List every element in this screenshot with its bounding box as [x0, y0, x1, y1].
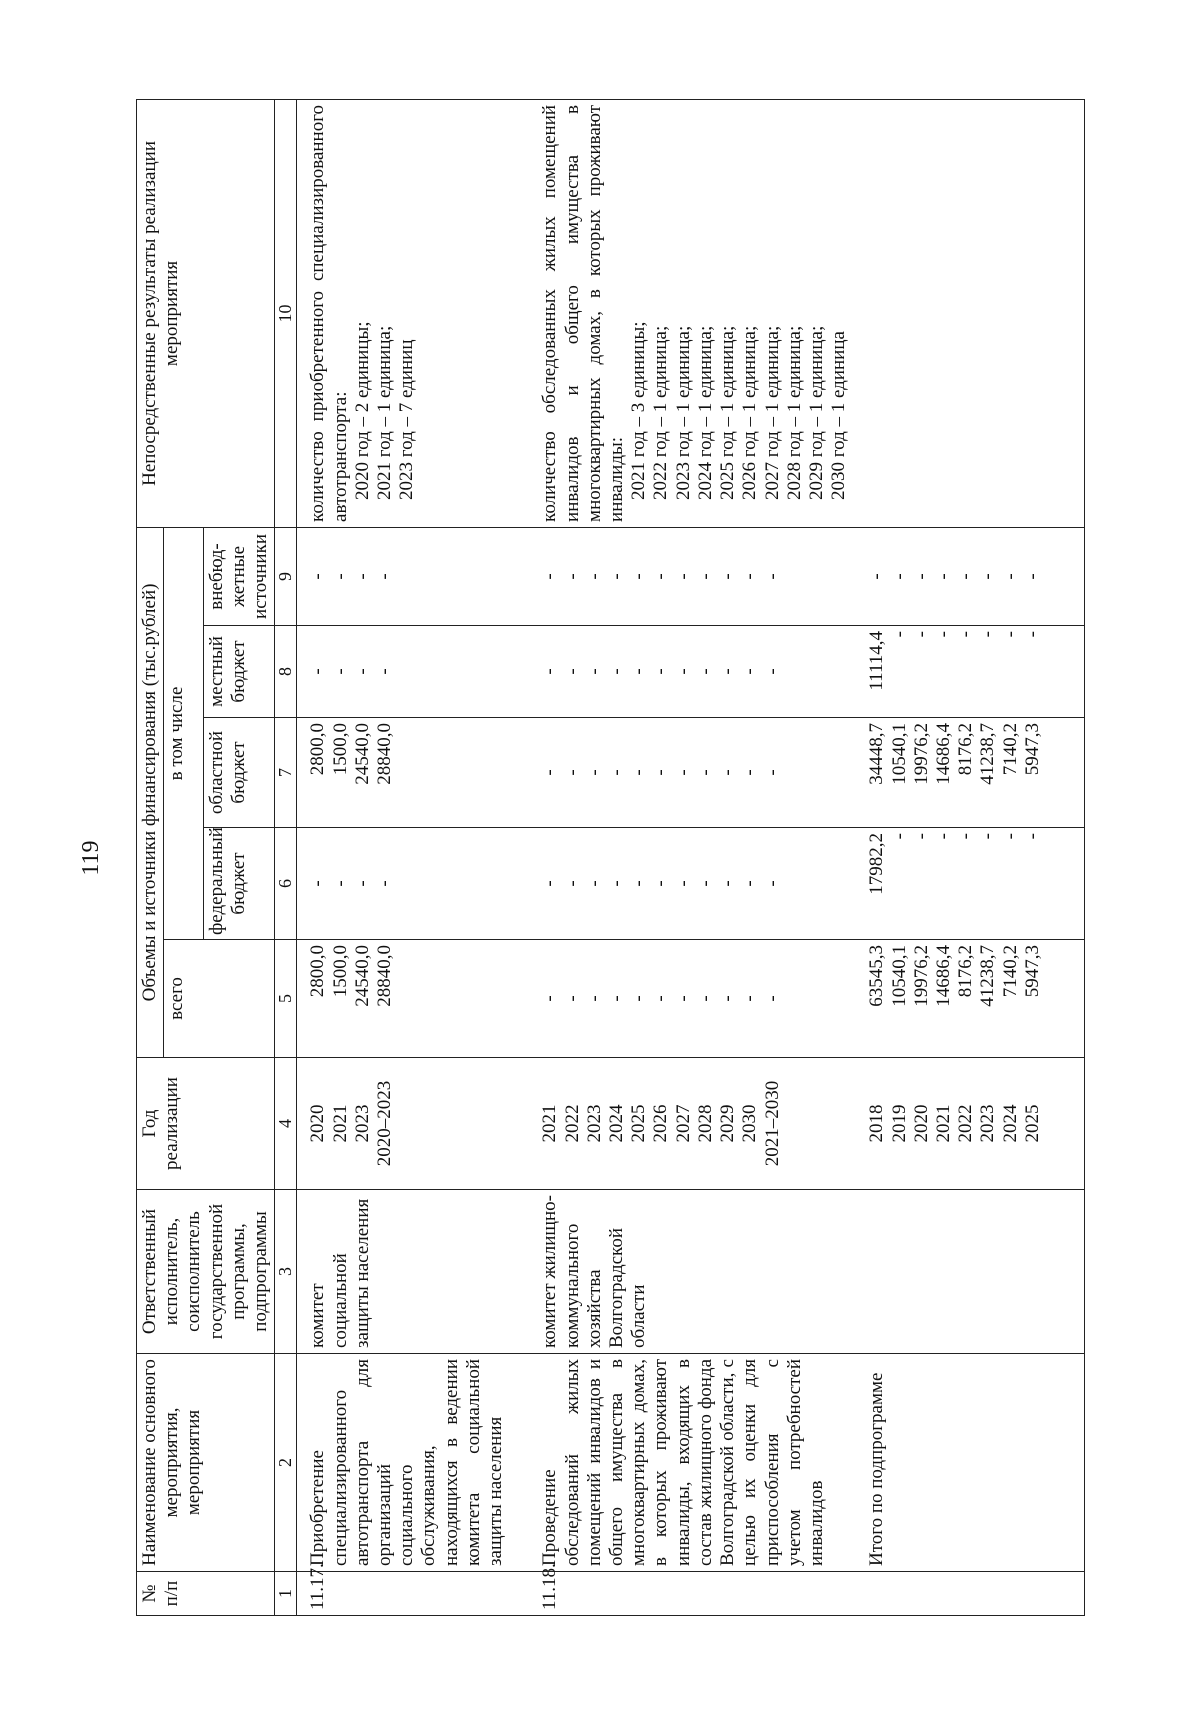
extra-value: -	[605, 573, 627, 580]
activity-name: Проведение обследований жилых помещений инвалидов и общего имущества в многоквартирных домах, в которых проживают инвалиды, входящих в состав жилищного фонда Волгоградской области, с целью их оценки для приспособления с учетом потребностей инвалидов	[529, 1354, 850, 1572]
total-row	[850, 99, 1084, 1615]
year-value: 2026	[650, 1104, 672, 1143]
federal-value: -	[761, 880, 783, 887]
regional-value: -	[583, 769, 605, 776]
header-name: Наименование основного мероприятия, мероприятия	[137, 1354, 275, 1572]
federal-value: -	[999, 833, 1021, 840]
extra-value: -	[910, 573, 932, 580]
extra-value: -	[628, 573, 650, 580]
result-line: 2027 год – 1 единица;	[761, 325, 783, 500]
result-cell	[529, 99, 850, 527]
total-value: -	[583, 995, 605, 1002]
total-value: 41238,7	[977, 945, 999, 1007]
year-value: 2020–2023	[374, 1080, 396, 1167]
table-row	[529, 99, 850, 1615]
result-line: 2021 год – 1 единица;	[374, 325, 396, 500]
extra-value: -	[650, 573, 672, 580]
regional-value: -	[650, 769, 672, 776]
federal-cell	[850, 828, 1084, 940]
result-cell	[297, 99, 507, 527]
total-row-label: Итого по подпрограмме	[850, 1354, 1084, 1572]
total-value: 24540,0	[351, 945, 373, 1007]
header-total: всего	[164, 940, 275, 1058]
extra-value: -	[374, 573, 396, 580]
extra-value: -	[583, 573, 605, 580]
federal-value: 17982,2	[866, 833, 888, 895]
local-value: -	[910, 631, 932, 638]
regional-value: 19976,2	[910, 723, 932, 785]
local-value: -	[694, 668, 716, 675]
local-value: -	[583, 668, 605, 675]
regional-value: -	[739, 769, 761, 776]
local-value: -	[351, 668, 373, 675]
federal-value: -	[583, 880, 605, 887]
result-line: 2023 год – 7 единиц	[396, 339, 418, 500]
extra-value: -	[999, 573, 1021, 580]
local-value: -	[888, 631, 910, 638]
regional-value: 14686,4	[933, 723, 955, 785]
local-cell	[850, 626, 1084, 718]
local-value: -	[739, 668, 761, 675]
extra-cell	[529, 527, 850, 625]
extra-value: -	[672, 573, 694, 580]
column-number: 7	[275, 718, 297, 828]
column-number: 4	[275, 1058, 297, 1190]
federal-value: -	[329, 880, 351, 887]
regional-cell	[529, 718, 850, 828]
total-value: 5947,3	[1021, 945, 1043, 998]
total-value: 8176,2	[955, 945, 977, 998]
local-value: 11114,4	[866, 631, 888, 691]
total-value: 10540,1	[888, 945, 910, 1007]
header-including: в том числе	[164, 527, 203, 939]
result-line: 2028 год – 1 единица;	[783, 325, 805, 500]
header-executor: Ответственный исполнитель, соисполнитель государственной программы, подпрограммы	[137, 1190, 275, 1354]
local-value: -	[933, 631, 955, 638]
year-value: 2029	[717, 1104, 739, 1143]
extra-value: -	[933, 573, 955, 580]
federal-value: -	[694, 880, 716, 887]
regional-value: 1500,0	[329, 723, 351, 776]
total-value: 28840,0	[374, 945, 396, 1007]
year-value: 2023	[351, 1104, 373, 1143]
federal-value: -	[910, 833, 932, 840]
extra-cell	[297, 527, 507, 625]
year-value: 2022	[561, 1104, 583, 1143]
total-value: -	[761, 995, 783, 1002]
federal-value: -	[351, 880, 373, 887]
total-value: 19976,2	[910, 945, 932, 1007]
total-value: -	[561, 995, 583, 1002]
year-value: 2024	[999, 1104, 1021, 1143]
result-line: 2026 год – 1 единица;	[739, 325, 761, 500]
column-number: 5	[275, 940, 297, 1058]
years-cell	[297, 1058, 507, 1190]
local-value: -	[307, 668, 329, 675]
year-value: 2030	[739, 1104, 761, 1143]
local-cell	[529, 626, 850, 718]
regional-value: -	[561, 769, 583, 776]
column-number: 2	[275, 1354, 297, 1572]
extra-value: -	[561, 573, 583, 580]
local-value: -	[374, 668, 396, 675]
federal-value: -	[650, 880, 672, 887]
regional-cell	[297, 718, 507, 828]
extra-value: -	[866, 573, 888, 580]
local-value: -	[539, 668, 561, 675]
total-value: -	[539, 995, 561, 1002]
year-value: 2021–2030	[761, 1080, 783, 1167]
local-value: -	[605, 668, 627, 675]
column-number: 1	[275, 1572, 297, 1616]
regional-value: 10540,1	[888, 723, 910, 785]
total-cell	[529, 940, 850, 1058]
activity-name: Приобретение специализированного автотранспорта для организаций социального обслуживания, находящихся в ведении комитета социальной защиты населения	[297, 1354, 507, 1572]
header-year: Год реализации	[137, 1058, 275, 1190]
extra-value: -	[888, 573, 910, 580]
federal-value: -	[605, 880, 627, 887]
result-line: 2022 год – 1 единица;	[650, 325, 672, 500]
federal-value: -	[888, 833, 910, 840]
header-federal: федеральный бюджет	[203, 828, 275, 940]
local-value: -	[717, 668, 739, 675]
years-cell	[529, 1058, 850, 1190]
regional-value: 5947,3	[1021, 723, 1043, 776]
federal-value: -	[717, 880, 739, 887]
year-value: 2021	[329, 1104, 351, 1143]
total-value: 2800,0	[307, 945, 329, 998]
federal-value: -	[307, 880, 329, 887]
local-value: -	[977, 631, 999, 638]
federal-value: -	[1021, 833, 1043, 840]
column-number: 3	[275, 1190, 297, 1354]
total-value: -	[628, 995, 650, 1002]
local-value: -	[628, 668, 650, 675]
result-line: 2021 год – 3 единицы;	[628, 321, 650, 500]
total-cell	[850, 940, 1084, 1058]
column-number: 10	[275, 99, 297, 527]
executor: комитет социальной защиты населения	[297, 1190, 507, 1354]
total-value: -	[672, 995, 694, 1002]
row-number: 11.17.	[297, 1572, 507, 1616]
regional-value: 7140,2	[999, 723, 1021, 776]
extra-value: -	[717, 573, 739, 580]
local-value: -	[561, 668, 583, 675]
result-line: 2030 год – 1 единица	[828, 331, 850, 500]
total-value: 63545,3	[866, 945, 888, 1007]
regional-value: 41238,7	[977, 723, 999, 785]
year-value: 2021	[539, 1104, 561, 1143]
header-regional: областной бюджет	[203, 718, 275, 828]
federal-value: -	[739, 880, 761, 887]
local-value: -	[329, 668, 351, 675]
header-local: местный бюджет	[203, 626, 275, 718]
extra-value: -	[977, 573, 999, 580]
year-value: 2020	[307, 1104, 329, 1143]
regional-value: 24540,0	[351, 723, 373, 785]
regional-value: -	[628, 769, 650, 776]
extra-value: -	[307, 573, 329, 580]
extra-value: -	[539, 573, 561, 580]
total-value: -	[605, 995, 627, 1002]
year-value: 2022	[955, 1104, 977, 1143]
federal-value: -	[933, 833, 955, 840]
header-num: № п/п	[137, 1572, 275, 1616]
total-value: -	[694, 995, 716, 1002]
regional-value: -	[694, 769, 716, 776]
regional-value: -	[717, 769, 739, 776]
funding-table	[136, 99, 1085, 1616]
year-value: 2018	[866, 1104, 888, 1143]
column-number: 8	[275, 626, 297, 718]
federal-value: -	[374, 880, 396, 887]
total-value: 14686,4	[933, 945, 955, 1007]
local-value: -	[761, 668, 783, 675]
regional-value: -	[761, 769, 783, 776]
federal-value: -	[977, 833, 999, 840]
extra-value: -	[1021, 573, 1043, 580]
extra-value: -	[739, 573, 761, 580]
year-value: 2019	[888, 1104, 910, 1143]
federal-value: -	[561, 880, 583, 887]
total-value: 1500,0	[329, 945, 351, 998]
total-value: -	[717, 995, 739, 1002]
regional-value: -	[539, 769, 561, 776]
header-extra: внебюд- жетные источники	[203, 527, 275, 625]
column-number: 9	[275, 527, 297, 625]
extra-value: -	[955, 573, 977, 580]
result-intro: количество обследованных жилых помещений инвалидов и общего имущества в многоквартирных домах, в которых проживают инвалиды:	[539, 104, 627, 522]
result-line: 2020 год – 2 единицы;	[351, 321, 373, 500]
extra-value: -	[329, 573, 351, 580]
row-number: 11.18.	[529, 1572, 850, 1616]
years-cell	[850, 1058, 1084, 1190]
local-value: -	[672, 668, 694, 675]
year-value: 2023	[977, 1104, 999, 1143]
local-value: -	[999, 631, 1021, 638]
extra-value: -	[694, 573, 716, 580]
extra-value: -	[351, 573, 373, 580]
regional-value: 8176,2	[955, 723, 977, 776]
total-value: -	[739, 995, 761, 1002]
extra-value: -	[761, 573, 783, 580]
local-cell	[297, 626, 507, 718]
year-value: 2020	[910, 1104, 932, 1143]
federal-cell	[529, 828, 850, 940]
executor: комитет жилищно-коммунального хозяйства Волгоградской области	[529, 1190, 850, 1354]
total-value: -	[650, 995, 672, 1002]
result-line: 2025 год – 1 единица;	[717, 325, 739, 500]
year-value: 2025	[628, 1104, 650, 1143]
year-value: 2028	[694, 1104, 716, 1143]
result-line: 2023 год – 1 единица;	[672, 325, 694, 500]
total-value: 7140,2	[999, 945, 1021, 998]
federal-value: -	[628, 880, 650, 887]
result-line: 2024 год – 1 единица;	[694, 325, 716, 500]
federal-value: -	[672, 880, 694, 887]
federal-value: -	[955, 833, 977, 840]
regional-cell	[850, 718, 1084, 828]
regional-value: 28840,0	[374, 723, 396, 785]
result-intro: количество приобретенного специализированного автотранспорта:	[307, 104, 351, 522]
local-value: -	[650, 668, 672, 675]
regional-value: -	[605, 769, 627, 776]
year-value: 2025	[1021, 1104, 1043, 1143]
federal-value: -	[539, 880, 561, 887]
regional-value: 34448,7	[866, 723, 888, 785]
year-value: 2024	[605, 1104, 627, 1143]
table-row	[297, 99, 507, 1615]
year-value: 2023	[583, 1104, 605, 1143]
year-value: 2027	[672, 1104, 694, 1143]
extra-cell	[850, 527, 1084, 625]
local-value: -	[1021, 631, 1043, 638]
local-value: -	[955, 631, 977, 638]
total-cell	[297, 940, 507, 1058]
column-number: 6	[275, 828, 297, 940]
header-funding-group: Объемы и источники финансирования (тыс.рублей)	[137, 527, 164, 1057]
header-results: Непосредственные результаты реализации мероприятия	[137, 99, 275, 527]
result-line: 2029 год – 1 единица;	[805, 325, 827, 500]
regional-value: -	[672, 769, 694, 776]
regional-value: 2800,0	[307, 723, 329, 776]
federal-cell	[297, 828, 507, 940]
year-value: 2021	[933, 1104, 955, 1143]
page-number: 119	[78, 840, 104, 876]
